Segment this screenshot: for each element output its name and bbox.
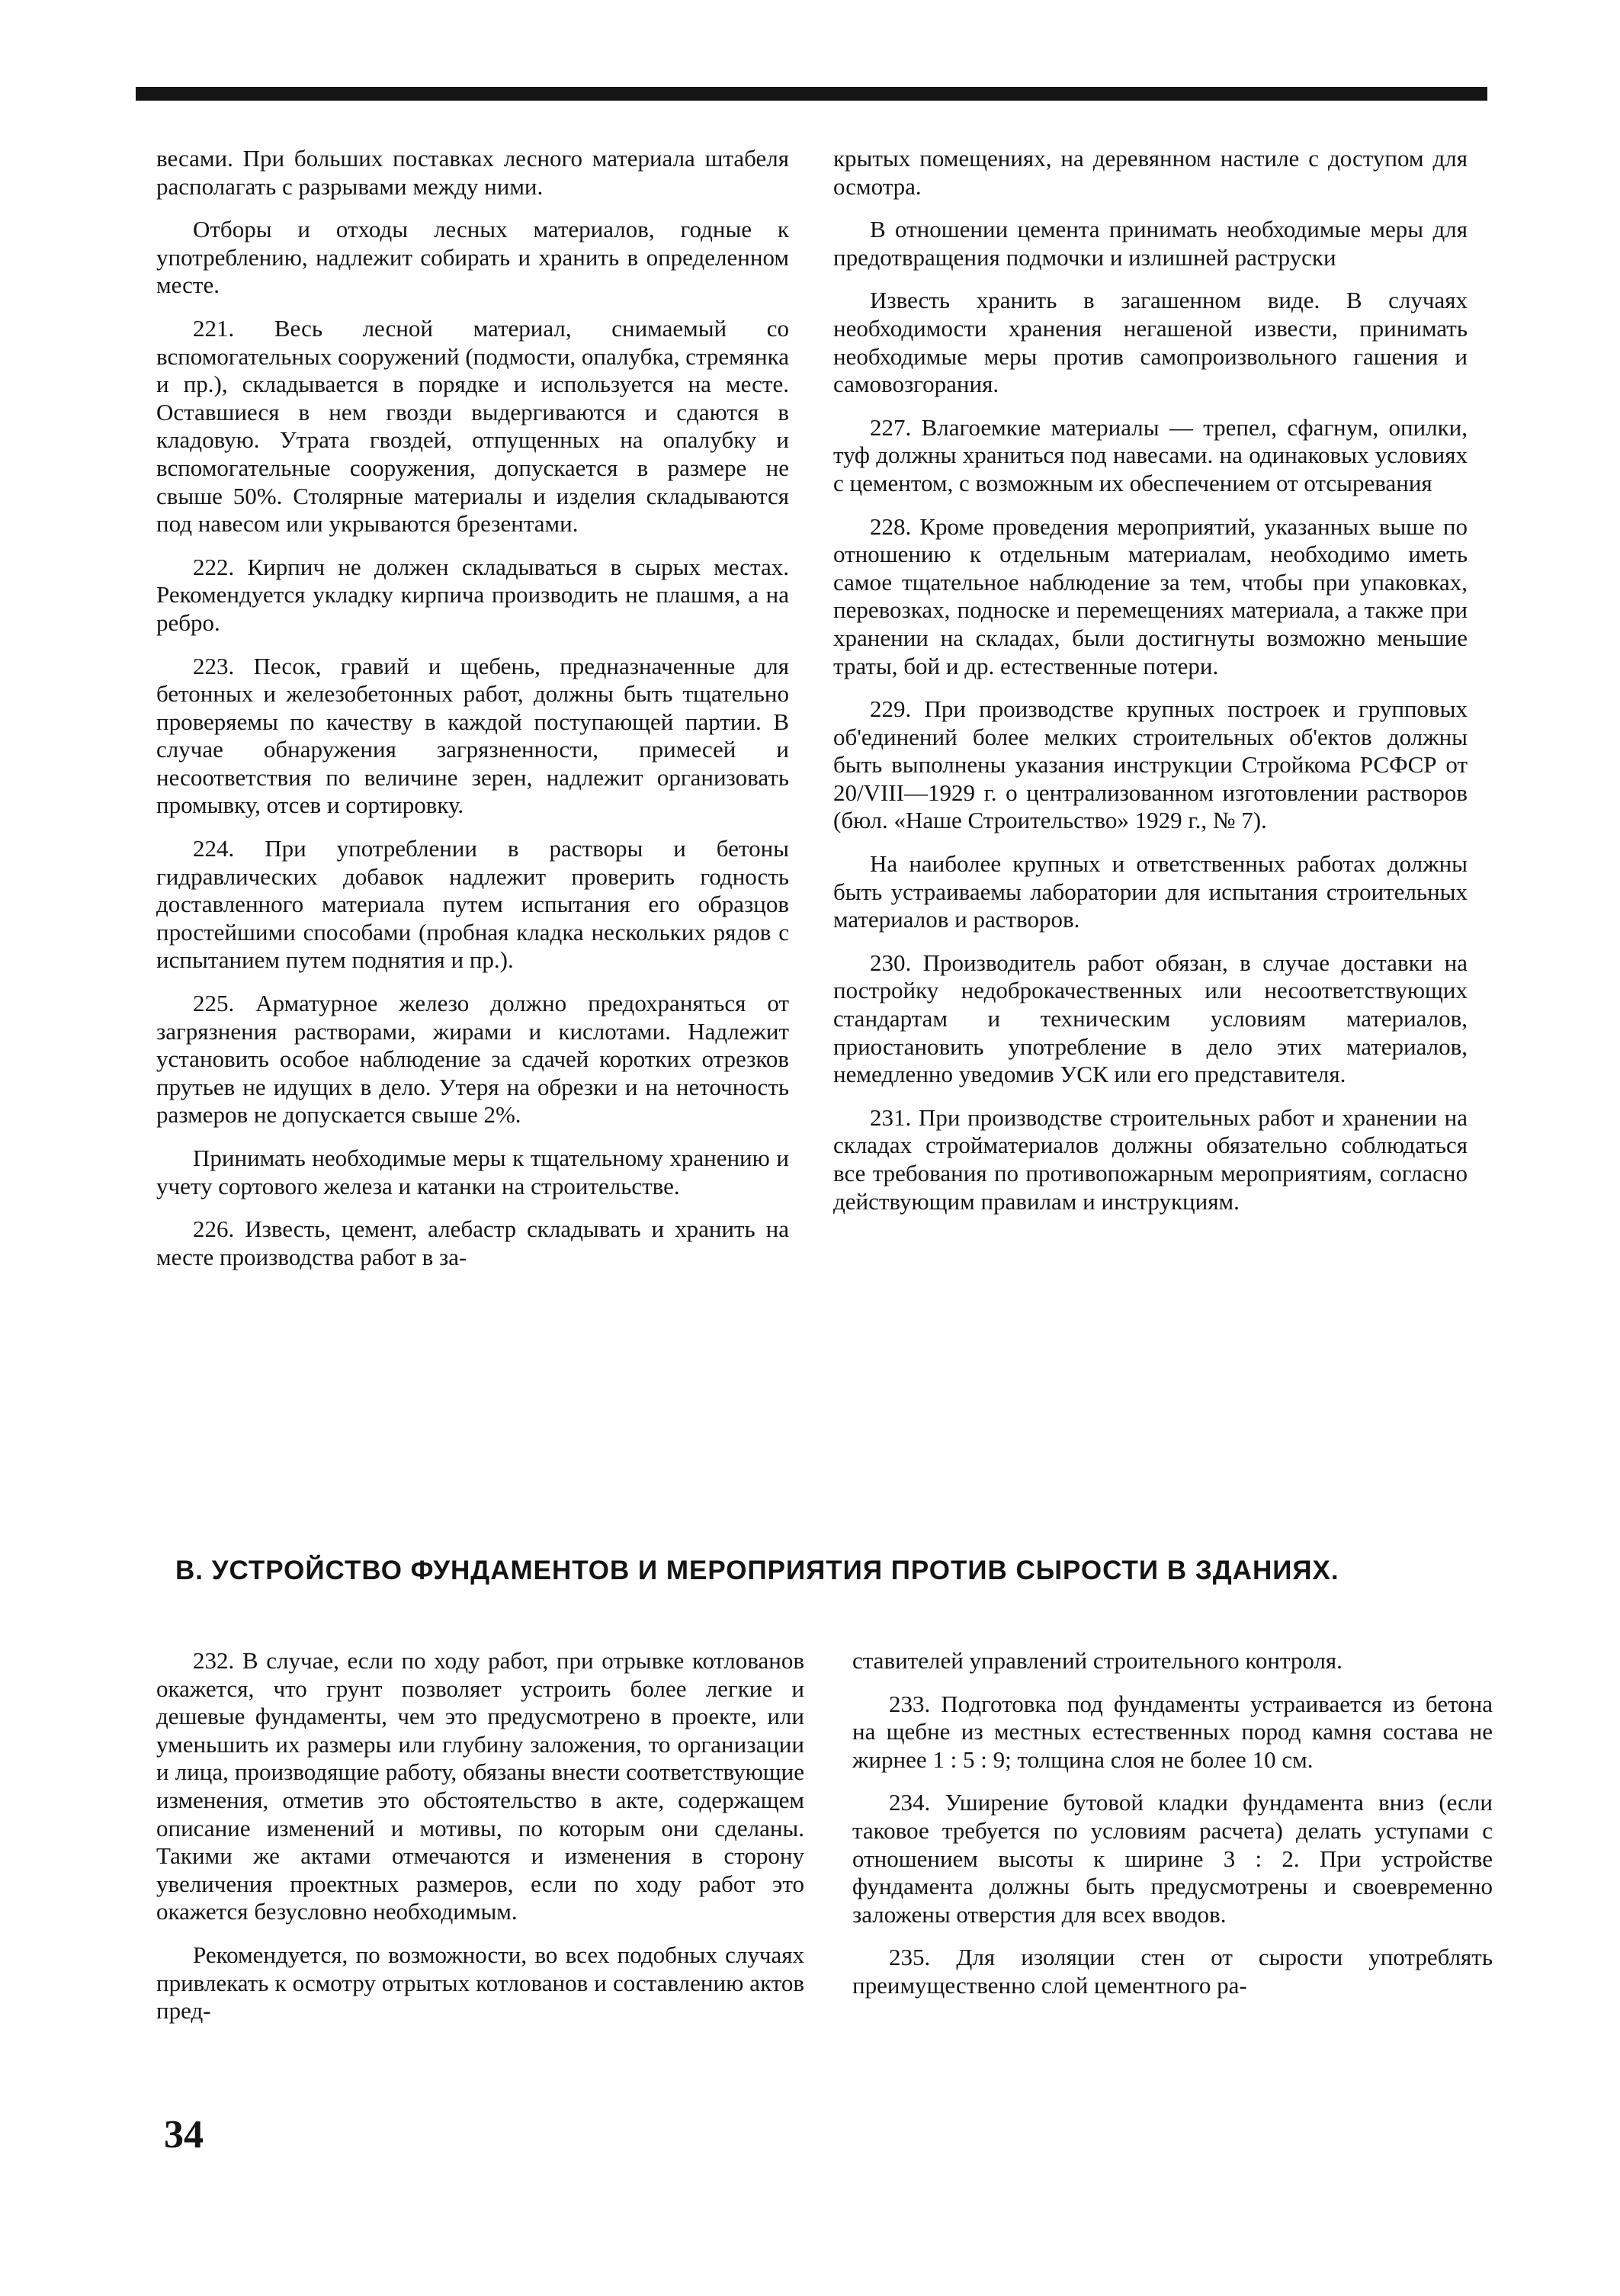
paragraph-229: 229. При производстве крупных построек и групповых об'единений более мелких строительных об'ектов должны быть выполнены указания инструкции Стройкома РСФСР от 20/VIII—1929 г. о централизованном изготовлении растворов (бюл. «Наше Строительство» 1929 г., № 7).: [833, 695, 1468, 834]
page-number: 34: [164, 2113, 204, 2156]
paragraph: На наиболее крупных и ответственных работах должны быть устраиваемы лаборатории для испытания строительных материалов и растворов.: [833, 850, 1468, 933]
section-heading: В. УСТРОЙСТВО ФУНДАМЕНТОВ И МЕРОПРИЯТИЯ ПРОТИВ СЫРОСТИ В ЗДАНИЯХ.: [175, 1556, 1339, 1585]
bottom-left-column: [156, 1647, 804, 2041]
paragraph-232: 232. В случае, если по ходу работ, при отрывке котлованов окажется, что грунт позволяет устроить более легкие и дешевые фундаменты, чем это предусмотрено в проекте, или уменьшить их размеры или глубину заложения, то организации и лица, производящие работу, обязаны внести соответствующие изменения, отметив это обстоятельство в акте, содержащем описание изменений и мотивы, по которым они сделаны. Такими же актами отмечаются и изменения в сторону увеличения проектных размеров, если по ходу работ это окажется безусловно необходимым.: [156, 1647, 804, 1925]
bottom-right-column: [852, 1647, 1493, 2015]
top-left-column: [156, 145, 789, 1286]
paragraph-227: 227. Влагоемкие материалы — трепел, сфагнум, опилки, туф должны храниться под навесами. на одинаковых условиях с цементом, с возможным их обеспечением от отсыревания: [833, 413, 1468, 496]
top-right-column: [833, 145, 1468, 1231]
paragraph: Принимать необходимые меры к тщательному хранению и учету сортового железа и катанки на строительстве.: [156, 1145, 789, 1199]
paragraph: Рекомендуется, по возможности, во всех подобных случаях привлекать к осмотру отрытых котлованов и составлению актов пред-: [156, 1941, 804, 2025]
paragraph-231: 231. При производстве строительных работ и хранении на складах стройматериалов должны обязательно соблюдаться все требования по противопожарным мероприятиям, согласно действующим правилам и инструкциям.: [833, 1103, 1468, 1215]
paragraph-226: 226. Известь, цемент, алебастр складывать и хранить на месте производства работ в за-: [156, 1215, 789, 1270]
paragraph: В отношении цемента принимать необходимые меры для предотвращения подмочки и излишней раструски: [833, 216, 1468, 271]
paragraph-225: 225. Арматурное железо должно предохраняться от загрязнения растворами, жирами и кислотами. Надлежит установить особое наблюдение за сдачей коротких отрезков прутьев не идущих в дело. Утеря на обрезки и на неточность размеров не допускается свыше 2%.: [156, 990, 789, 1129]
paragraph: крытых помещениях, на деревянном настиле с доступом для осмотра.: [833, 145, 1468, 200]
paragraph-230: 230. Производитель работ обязан, в случае доставки на постройку недоброкачественных или несоответствующих стандартам и техническим условиям материалов, приостановить употребление в дело этих материалов, немедленно уведомив УСК или его представителя.: [833, 949, 1468, 1088]
paragraph-221: 221. Весь лесной материал, снимаемый со вспомогательных сооружений (подмости, опалубка, стремянка и пр.), складывается в порядке и используется на месте. Оставшиеся в нем гвозди выдергиваются и сдаются в кладовую. Утрата гвоздей, отпущенных на опалубку и вспомогательные сооружения, допускается в размере не свыше 50%. Столярные материалы и изделия складываются под навесом или укрываются брезентами.: [156, 314, 789, 538]
paragraph-222: 222. Кирпич не должен складываться в сырых местах. Рекомендуется укладку кирпича производить не плашмя, а на ребро.: [156, 553, 789, 636]
top-rule: [136, 87, 1487, 101]
paragraph-228: 228. Кроме проведения мероприятий, указанных выше по отношению к отдельным материалам, необходимо иметь самое тщательное наблюдение за тем, чтобы при упаковках, перевозках, подноске и перемещениях материала, а также при хранении на складах, были достигнуты возможно меньшие траты, бой и др. естественные потери.: [833, 512, 1468, 679]
paragraph: весами. При больших поставках лесного материала штабеля располагать с разрывами между ними.: [156, 145, 789, 200]
paragraph-234: 234. Уширение бутовой кладки фундамента вниз (если таковое требуется по условиям расчета) делать уступами с отношением высоты к ширине 3 : 2. При устройстве фундамента должны быть предусмотрены и своевременно заложены отверстия для всех вводов.: [852, 1789, 1493, 1928]
paragraph-233: 233. Подготовка под фундаменты устраивается из бетона на щебне из местных естественных пород камня состава не жирнее 1 : 5 : 9; толщина слоя не более 10 см.: [852, 1690, 1493, 1773]
paragraph: Отборы и отходы лесных материалов, годные к употреблению, надлежит собирать и хранить в определенном месте.: [156, 216, 789, 299]
paragraph: ставителей управлений строительного контроля.: [852, 1647, 1343, 1674]
paragraph-235: 235. Для изоляции стен от сырости употреблять преимущественно слой цементного ра-: [852, 1944, 1493, 1999]
paragraph-224: 224. При употреблении в растворы и бетоны гидравлических добавок надлежит проверить годность доставленного материала путем испытания его образцов простейшими способами (пробная кладка нескольких рядов с испытанием путем поднятия и пр.).: [156, 835, 789, 974]
paragraph-223: 223. Песок, гравий и щебень, предназначенные для бетонных и железобетонных работ, должны быть тщательно проверяемы по качеству в каждой поступающей партии. В случае обнаружения загрязненности, примесей и несоответствия по величине зерен, надлежит организовать промывку, отсев и сортировку.: [156, 652, 789, 819]
paragraph: Известь хранить в загашенном виде. В случаях необходимости хранения негашеной извести, принимать необходимые меры против самопроизвольного гашения и самовозгорания.: [833, 287, 1468, 398]
